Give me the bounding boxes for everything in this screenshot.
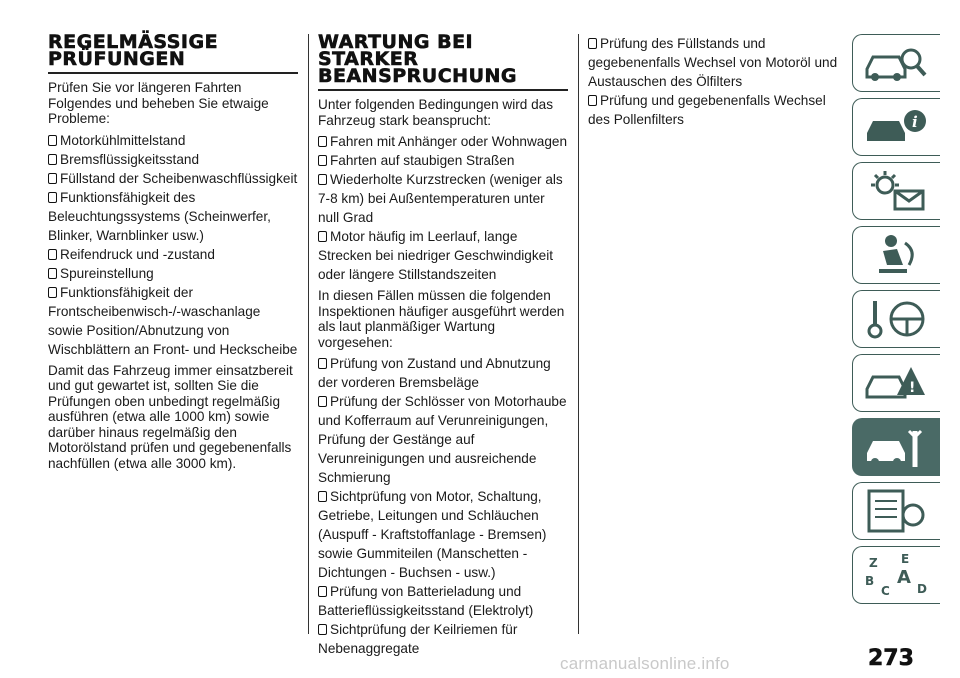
checkbox-bullet-icon xyxy=(48,287,57,298)
tab-maintenance[interactable] xyxy=(852,418,940,476)
checkbox-bullet-icon xyxy=(318,586,327,597)
checkbox-bullet-icon xyxy=(48,135,57,146)
warning-lights-icon xyxy=(861,167,933,215)
heading-rule xyxy=(48,72,298,74)
heading-heavy-use: WARTUNG BEI STARKER BEANSPRUCHUNG xyxy=(318,31,518,87)
checkbox-bullet-icon xyxy=(318,174,327,185)
checklist-item: Reifendruck und -zustand xyxy=(48,245,298,264)
svg-text:!: ! xyxy=(909,380,916,396)
checkbox-bullet-icon xyxy=(318,136,327,147)
checklist xyxy=(48,131,298,359)
checkbox-bullet-icon xyxy=(588,95,597,106)
technical-data-icon xyxy=(861,487,933,535)
tab-car-search[interactable] xyxy=(852,34,940,92)
intro-text: Prüfen Sie vor längeren Fahrten Folgendes und beheben Sie etwaige Probleme: xyxy=(48,80,269,126)
closing-text: Damit das Fahrzeug immer einsatzbereit und gut gewartet ist, sollten Sie die Prüfungen oben unbedingt regelmäßig ausführen (etwa alle 1000 km) sowie darüber hinaus regelmäßig den Motorölstand prüfen und gegebenenfalls nachfüllen (etwa alle 3000 km). xyxy=(48,362,293,471)
checklist-item: Wiederholte Kurzstrecken (weniger als 7-8 km) bei Außentemperaturen unter null Grad xyxy=(318,172,563,225)
section-regular-checks xyxy=(48,31,298,475)
watermark: carmanualsonline.info xyxy=(560,654,730,673)
checklist-item: Funktionsfähigkeit des Beleuchtungssystems (Scheinwerfer, Blinker, Warnblinker usw.) xyxy=(48,189,271,243)
middle-text: In diesen Fällen müssen die folgenden Inspektionen häufiger ausgeführt werden als laut planmäßiger Wartung vorgesehen: xyxy=(318,288,565,350)
checklist-item: Prüfung der Schlösser von Motorhaube und Kofferraum auf Verunreinigungen, Prüfung der Gestänge auf Verunreinigungen und ausreichende Schmierung xyxy=(318,394,567,485)
car-info-icon xyxy=(861,103,933,151)
svg-text:D: D xyxy=(917,582,927,596)
checklist-item: Füllstand der Scheibenwaschflüssigkeit xyxy=(48,169,298,188)
checkbox-bullet-icon xyxy=(48,154,57,165)
conditions-list xyxy=(318,132,568,284)
checklist-item: Sichtprüfung der Keilriemen für Nebenaggregate xyxy=(318,622,518,656)
checklist-item: Prüfung von Zustand und Abnutzung der vorderen Bremsbeläge xyxy=(318,356,551,390)
checkbox-bullet-icon xyxy=(318,624,327,635)
svg-text:B: B xyxy=(865,574,875,588)
checkbox-bullet-icon xyxy=(48,268,57,279)
maintenance-icon xyxy=(861,423,933,471)
checkbox-bullet-icon xyxy=(318,396,327,407)
car-search-icon xyxy=(861,39,933,87)
checklist-item: Sichtprüfung von Motor, Schaltung, Getriebe, Leitungen und Schläuchen (Auspuff - Kraftstoffanlage - Bremsen) sowie Gummiteilen (Manschetten - Dichtungen - Buchsen - usw.) xyxy=(318,489,547,580)
breakdown-icon xyxy=(861,359,933,407)
tab-starting-driving[interactable] xyxy=(852,290,940,348)
checkbox-bullet-icon xyxy=(48,192,57,203)
checkbox-bullet-icon xyxy=(318,231,327,242)
checklist-item: Fahren mit Anhänger oder Wohnwagen xyxy=(318,132,568,151)
airbag-person-icon xyxy=(861,231,933,279)
section-continued xyxy=(588,34,838,129)
page-number: 273 xyxy=(868,646,914,671)
svg-text:C: C xyxy=(881,584,890,598)
checkbox-bullet-icon xyxy=(48,249,57,260)
heading-regular-checks: REGELMÄSSIGE PRÜFUNGEN xyxy=(48,31,219,70)
column-divider xyxy=(578,34,579,634)
tab-car-info[interactable] xyxy=(852,98,940,156)
checkbox-bullet-icon xyxy=(48,173,57,184)
checklist-item: Prüfung von Batterieladung und Batterieflüssigkeitsstand (Elektrolyt) xyxy=(318,584,534,618)
checklist-item: Spureinstellung xyxy=(48,264,298,283)
tab-index[interactable] xyxy=(852,546,940,604)
checklist-item: Prüfung des Füllstands und gegebenenfalls Wechsel von Motoröl und Austauschen des Ölfilters xyxy=(588,36,838,89)
column-divider xyxy=(308,34,309,634)
tab-safety[interactable] xyxy=(852,226,940,284)
checklist-item: Funktionsfähigkeit der Frontscheibenwisch-/-waschanlage sowie Position/Abnutzung von Wischblättern an Front- und Heckscheibe xyxy=(48,284,298,357)
index-icon xyxy=(861,551,933,599)
checkbox-bullet-icon xyxy=(318,358,327,369)
tab-warning-lights[interactable] xyxy=(852,162,940,220)
checkbox-bullet-icon xyxy=(318,155,327,166)
svg-text:i: i xyxy=(912,113,918,131)
checklist-item: Fahrten auf staubigen Straßen xyxy=(318,151,568,170)
tab-technical-data[interactable] xyxy=(852,482,940,540)
intro-text: Unter folgenden Bedingungen wird das Fahrzeug stark beansprucht: xyxy=(318,97,554,128)
checkbox-bullet-icon xyxy=(318,491,327,502)
svg-text:E: E xyxy=(901,552,910,566)
svg-text:Z: Z xyxy=(869,556,878,570)
tab-emergency[interactable] xyxy=(852,354,940,412)
checklist-item: Motorkühlmittelstand xyxy=(48,131,298,150)
checklist-item: Bremsflüssigkeitsstand xyxy=(48,150,298,169)
heading-rule xyxy=(318,89,568,91)
checklist-item: Prüfung und gegebenenfalls Wechsel des Pollenfilters xyxy=(588,93,826,127)
key-steering-icon xyxy=(861,295,933,343)
svg-text:A: A xyxy=(897,567,911,588)
checkbox-bullet-icon xyxy=(588,38,597,49)
checklist-item: Motor häufig im Leerlauf, lange Strecken bei niedriger Geschwindigkeit oder längere Stillstandszeiten xyxy=(318,229,553,282)
inspections-list xyxy=(318,354,568,658)
section-heavy-use-maintenance xyxy=(318,31,568,658)
